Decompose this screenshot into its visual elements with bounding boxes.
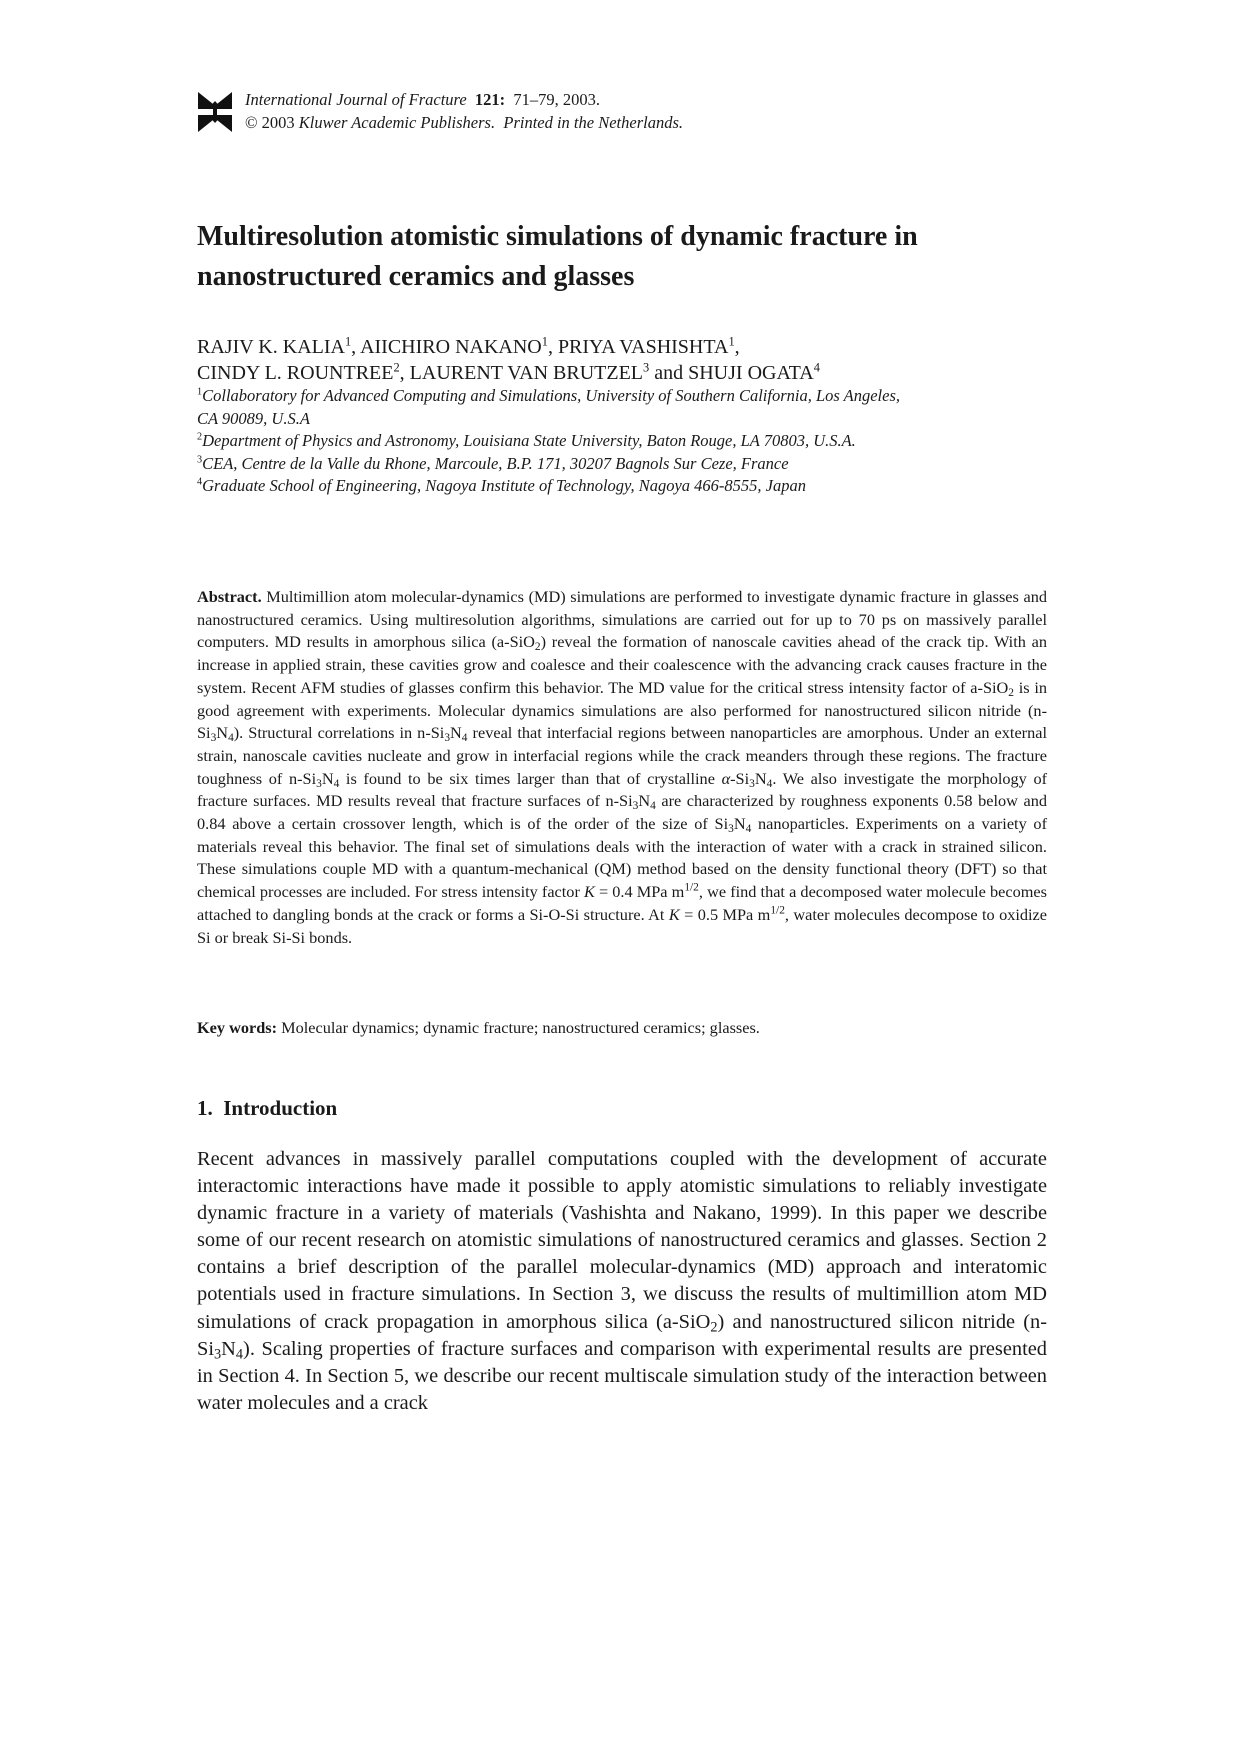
abstract-text: N — [733, 814, 746, 834]
author-affiliation-mark: 4 — [813, 360, 820, 375]
variable-k: K — [668, 904, 680, 924]
affiliation-text: Department of Physics and Astronomy, Louisiana State University, Baton Rouge, LA 70803, U.S.A. — [202, 431, 856, 450]
section-heading — [197, 1094, 337, 1122]
abstract-text: ) reveal the formation of nanoscale cavities ahead of the crack tip. With an increase in applied strain, these cavities grow and coalesce and their coalescence with the advancing crack causes fracture in the system. Recent AFM studies of glasses confirm this behavior. The MD value for the critical stress intensity factor of a-SiO — [197, 632, 1047, 697]
title-line-1: Multiresolution atomistic simulations of dynamic fracture in — [197, 221, 918, 252]
title-line-2: nanostructured ceramics and glasses — [197, 261, 635, 292]
abstract-text: , we find that a decomposed water molecule becomes attached to dangling bonds at the crack or forms a Si-O-Si structure. At — [197, 882, 1047, 924]
affiliation-text: Collaboratory for Advanced Computing and Simulations, University of Southern California, Los Angeles, — [202, 386, 900, 405]
abstract-text: . We also investigate the morphology of fracture surfaces. MD results reveal that fracture surfaces of n-Si — [197, 768, 1048, 811]
author-name: LAURENT VAN BRUTZEL — [409, 362, 644, 384]
abstract — [197, 586, 1047, 949]
keywords — [197, 1017, 1047, 1039]
abstract-text: Multimillion atom molecular-dynamics (MD) simulations are performed to investigate dynamic fracture in glasses and nanostructured ceramics. Using multiresolution algorithms, simulations are carried out for up to 70 ps on massively parallel computers. MD results in amorphous silica (a-SiO — [197, 587, 1047, 652]
subscript: 3 — [749, 777, 755, 790]
journal-line-2 — [245, 111, 945, 134]
abstract-text: = 0.5 MPa m — [679, 904, 771, 924]
section-number: 1. — [197, 1096, 213, 1120]
author-list — [197, 334, 1097, 386]
subscript: 4 — [333, 777, 340, 790]
author-name: RAJIV K. KALIA — [197, 336, 345, 358]
author-affiliation-mark: 1 — [728, 334, 735, 349]
copyright-year: 2003 — [261, 113, 295, 132]
publisher-logo-icon — [196, 90, 234, 134]
subscript: 2 — [534, 641, 541, 654]
printed-location: Printed in the Netherlands. — [503, 113, 684, 132]
affiliation-text-continued: CA 90089, U.S.A — [197, 408, 310, 428]
abstract-text: N — [321, 768, 334, 788]
affiliation-list — [197, 385, 1107, 498]
abstract-text: N — [450, 723, 462, 743]
affiliation-item — [197, 475, 1107, 498]
abstract-text: , water molecules decompose to oxidize Si or break Si-Si bonds. — [197, 904, 1047, 947]
introduction-paragraph — [197, 1146, 1047, 1417]
subscript: 4 — [650, 800, 656, 813]
affiliation-number: 2 — [197, 431, 203, 443]
abstract-text: nanoparticles. Experiments on a variety of materials reveal this behavior. The final set of simulations deals with the interaction of water with a crack in strained silicon. These simulations couple MD with a quantum-mechanical (QM) method based on the density functional theory (DFT) so that chemical processes are included. For stress intensity factor — [197, 814, 1047, 902]
abstract-label: Abstract. — [197, 587, 262, 606]
section-title: Introduction — [223, 1096, 338, 1120]
affiliation-number: 4 — [197, 476, 203, 488]
abstract-text: N — [754, 768, 767, 788]
author-name: SHUJI OGATA — [688, 362, 814, 384]
subscript: 4 — [745, 822, 752, 835]
affiliation-item — [197, 430, 1107, 453]
subscript: 4 — [235, 1346, 244, 1363]
body-text: Recent advances in massively parallel computations coupled with the development of accurate interactomic interactions have made it possible to apply atomistic simulations to reliably investigate dynamic fracture in a variety of materials (Vashishta and Nakano, 1999). In this paper we describe some of our recent research on atomistic simulations of nanostructured ceramics and glasses. Section 2 contains a brief description of the parallel molecular-dynamics (MD) approach and interatomic potentials used in fracture simulations. In Section 3, we discuss the results of multimillion atom MD simulations of crack propagation in amorphous silica (a-SiO — [197, 1148, 1047, 1333]
author-separator: , — [547, 336, 558, 358]
affiliation-item — [197, 385, 1107, 430]
journal-citation — [245, 88, 945, 134]
author-affiliation-mark: 1 — [541, 334, 548, 349]
affiliation-item — [197, 453, 1107, 476]
author-affiliation-mark: 3 — [643, 360, 650, 375]
body-text: ) and nanostructured silicon nitride (n-Si — [197, 1310, 1048, 1360]
journal-pages: 71–79, 2003. — [513, 90, 601, 109]
affiliation-text: CEA, Centre de la Valle du Rhone, Marcoule, B.P. 171, 30207 Bagnols Sur Ceze, France — [202, 453, 789, 473]
abstract-text: is found to be six times larger than that of crystalline — [339, 768, 722, 788]
abstract-text: = 0.4 MPa m — [594, 882, 685, 902]
variable-k: K — [583, 882, 595, 902]
affiliation-number: 3 — [197, 454, 203, 466]
journal-volume: 121: — [474, 90, 506, 109]
subscript: 3 — [214, 1346, 222, 1363]
subscript: 3 — [210, 732, 217, 745]
author-separator: and — [649, 362, 689, 384]
subscript: 3 — [444, 732, 451, 745]
paper-title — [197, 217, 1097, 297]
abstract-text: N — [216, 723, 229, 743]
subscript: 3 — [728, 822, 734, 835]
subscript: 4 — [461, 732, 468, 745]
author-separator: , — [351, 336, 361, 358]
subscript: 3 — [632, 800, 639, 813]
subscript: 2 — [1008, 686, 1014, 699]
abstract-text: are characterized by roughness exponents 0.58 below and 0.84 above a certain crossover length, which is of the order of the size of Si — [197, 791, 1047, 834]
copyright-symbol: © — [245, 113, 258, 132]
abstract-text: is in good agreement with experiments. Molecular dynamics simulations are also performed for nanostructured silicon nitride (n-Si — [197, 677, 1047, 743]
author-name: PRIYA VASHISHTA — [557, 336, 729, 358]
subscript: 4 — [766, 777, 773, 790]
author-affiliation-mark: 2 — [393, 360, 400, 375]
subscript: 2 — [710, 1319, 718, 1336]
author-separator: , — [399, 362, 410, 384]
superscript: 1/2 — [770, 904, 785, 917]
subscript: 3 — [316, 777, 322, 790]
affiliation-text: Graduate School of Engineering, Nagoya Institute of Technology, Nagoya 466-8555, Japan — [202, 476, 806, 495]
subscript: 4 — [228, 732, 234, 745]
author-separator: , — [734, 336, 740, 358]
abstract-text: reveal that interfacial regions between nanoparticles are amorphous. Under an external strain, nanoscale cavities nucleate and grow in interfacial regions while the crack meanders through these regions. The fracture toughness of n-Si — [197, 723, 1047, 788]
keywords-label: Key words: — [197, 1018, 278, 1037]
journal-line-1 — [245, 88, 945, 111]
body-text: ). Scaling properties of fracture surfaces and comparison with experimental results are presented in Section 4. In Section 5, we describe our recent multiscale simulation study of the interaction between water molecules and a crack — [197, 1337, 1047, 1414]
alpha-symbol: α — [721, 768, 731, 788]
author-name: CINDY L. ROUNTREE — [197, 362, 394, 384]
publisher-name: Kluwer Academic Publishers. — [298, 113, 496, 132]
abstract-text: -Si — [730, 768, 750, 788]
abstract-text: N — [638, 791, 651, 811]
author-name: AIICHIRO NAKANO — [360, 336, 542, 358]
keywords-text: Molecular dynamics; dynamic fracture; nanostructured ceramics; glasses. — [277, 1018, 760, 1037]
author-affiliation-mark: 1 — [344, 334, 352, 349]
superscript: 1/2 — [684, 881, 699, 894]
body-text: N — [221, 1337, 236, 1360]
affiliation-number: 1 — [197, 386, 203, 398]
journal-name: International Journal of Fracture — [245, 90, 467, 109]
abstract-text: ). Structural correlations in n-Si — [233, 723, 445, 743]
